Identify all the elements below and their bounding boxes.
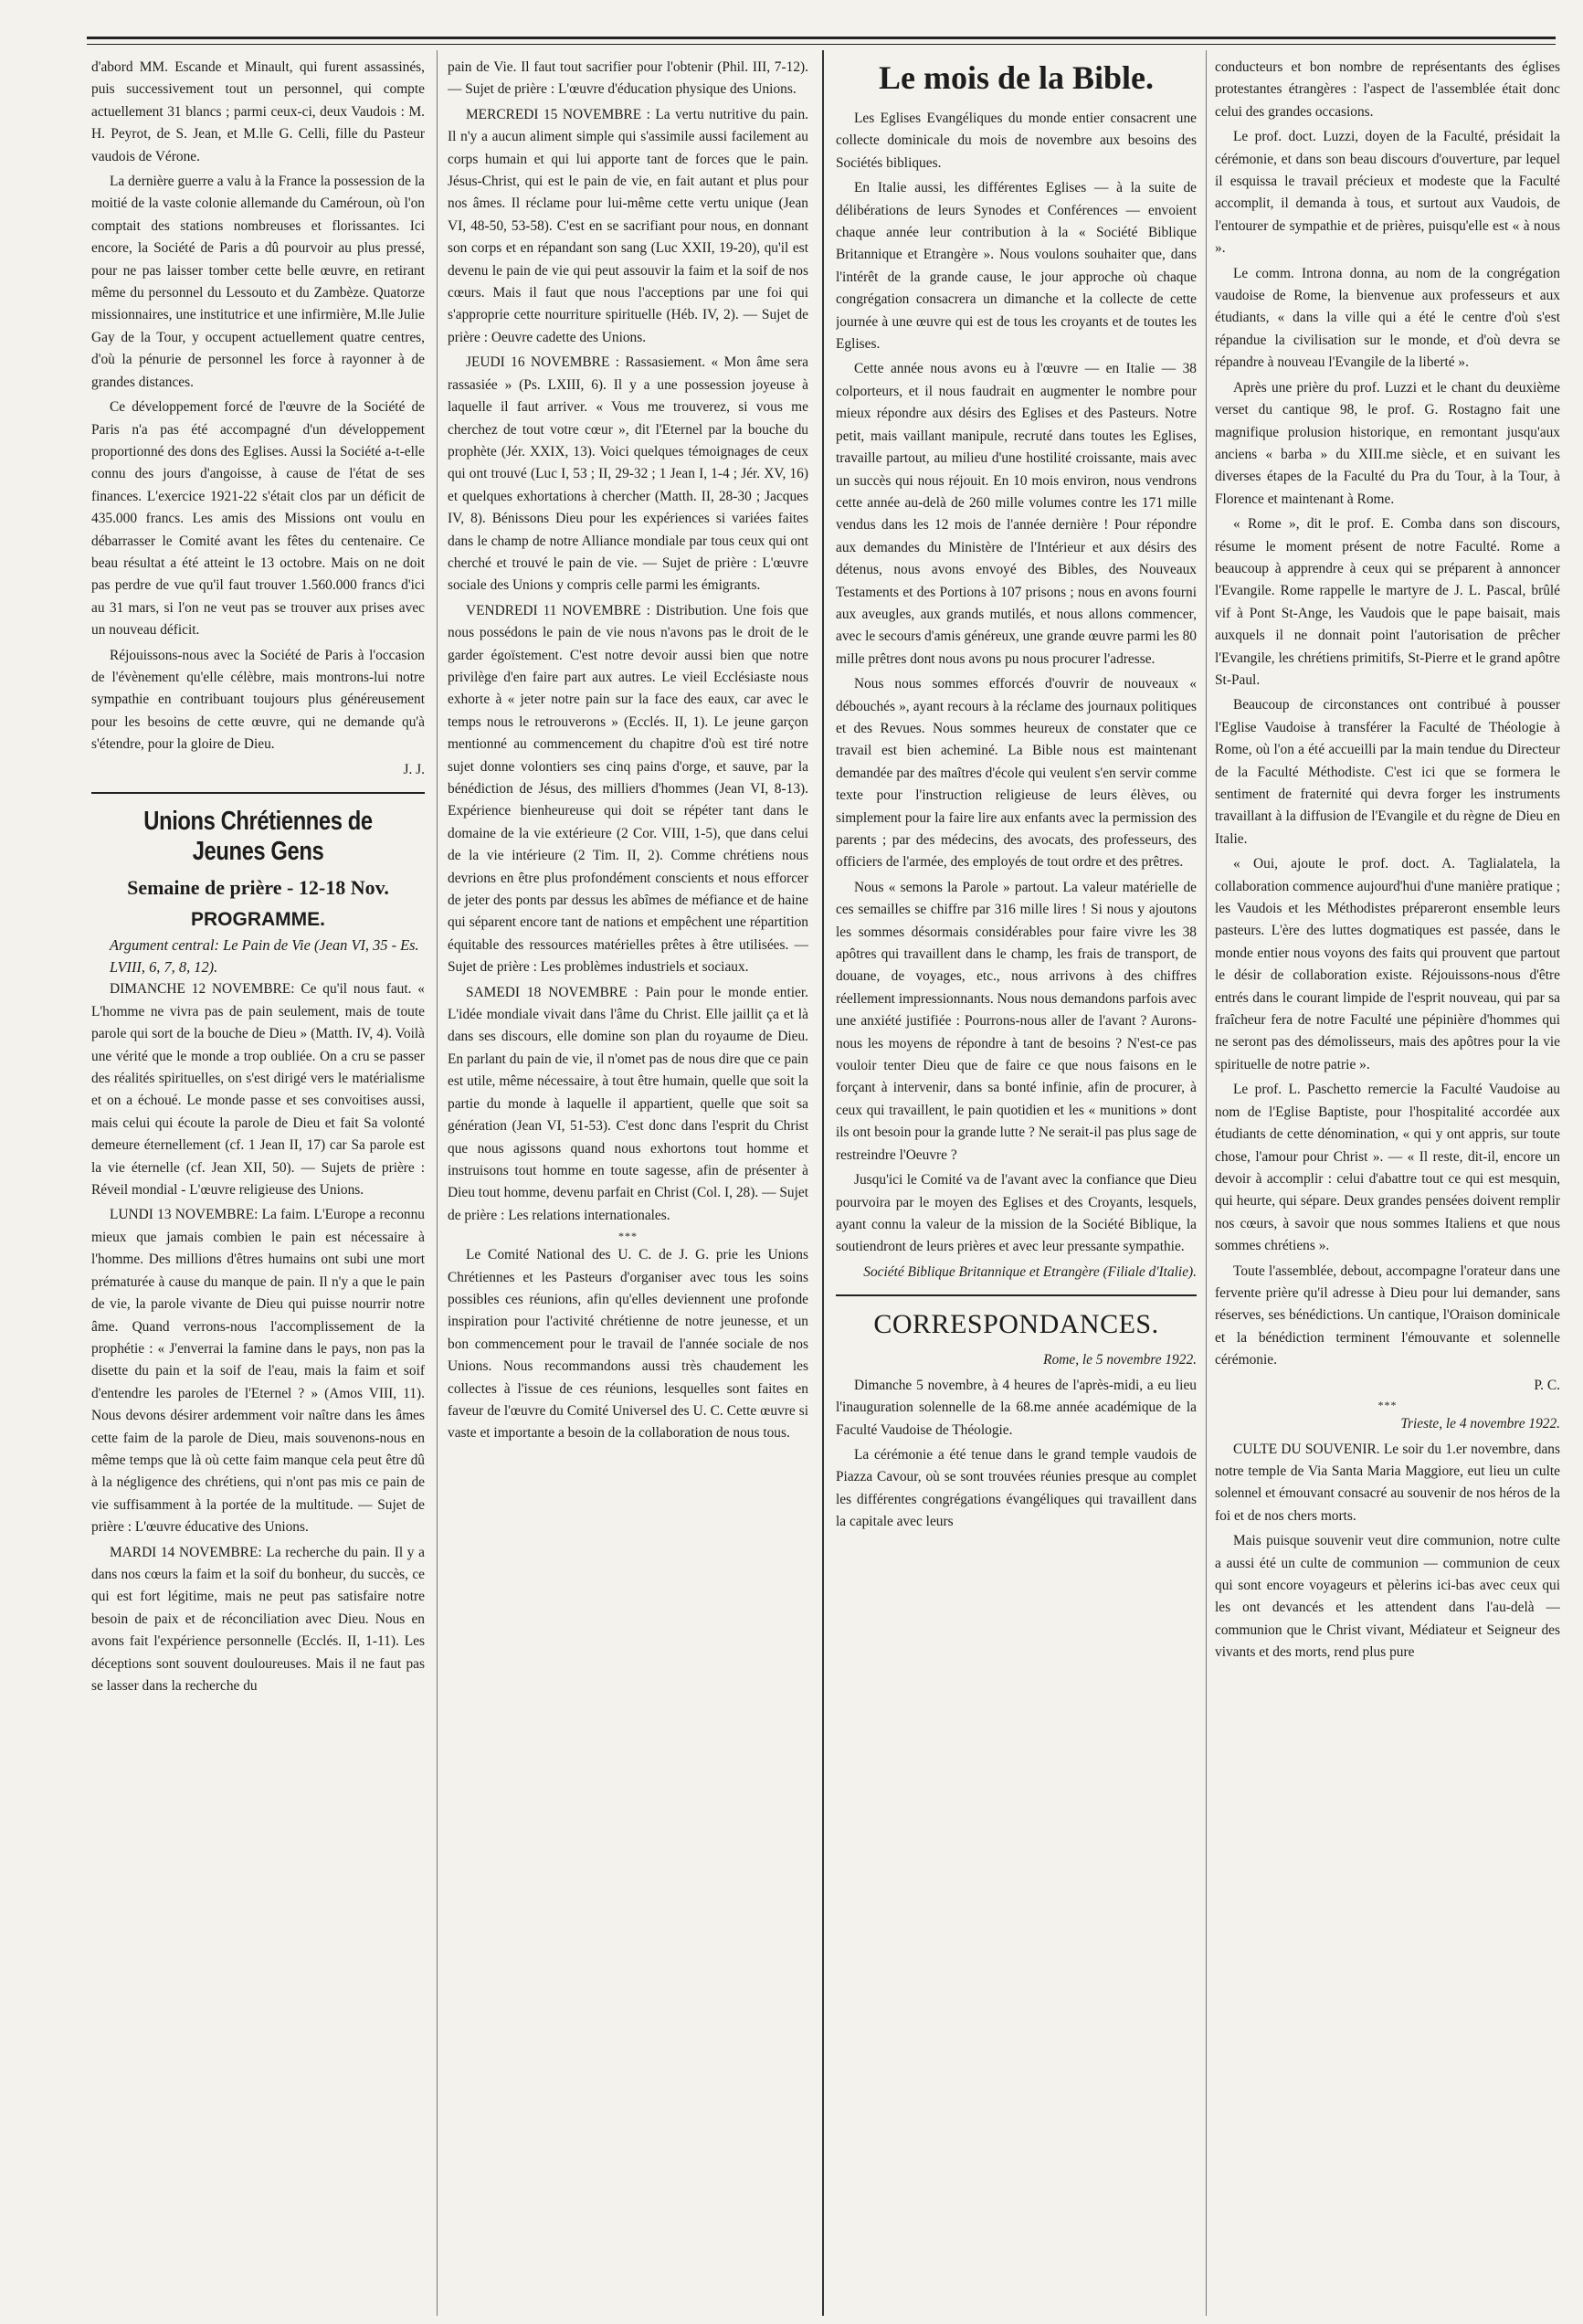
article-paragraph: Ce développement forcé de l'œuvre de la Société de Paris n'a pas été accompagné d'un développement proportionné des dons des Eglises. Aussi la Société a-t-elle connu des jours d'angoisse, à cause de l'état de ses finances. L'exercice 1921-22 s'était clos par un déficit de 435.000 francs. Les amis des Missions ont voulu en débarrasser le Comité avant les fêtes du centenaire. Ce beau résultat a été atteint le 13 octobre. Mais on ne doit pas perdre de vue qu'il faut trouver 1.560.000 francs d'ici au 31 mars, si l'on ne veut pas se trouver aux prises avec un nouveau déficit. — [91, 399, 425, 639]
article-paragraph: En Italie aussi, les différentes Eglises — à la suite de délibérations de leurs Synodes et Conférences — envoient chaque année leur contribution à la « Société Biblique Britannique et Etrangère ». Nous voulons souhaiter que, dans l'intérêt de la grande cause, le jour approche où chaque congrégation consacrera un dimanche et la collecte de cette journée à une œuvre qui est de tous les croyants et de toutes les Eglises. — [836, 180, 1197, 353]
article-paragraph: SAMEDI 18 NOVEMBRE : Pain pour le monde entier. L'idée mondiale vivait dans l'âme du Christ. Elle jaillit ça et là dans ses discours, elle domine son plan du royaume de Dieu. En parlant du pain de vie, il n'omet pas de nous dire que ce pain est utile, même nécessaire, à tout être humain, quelle que soit la partie du monde à laquelle il appartient, quelle que soit sa génération (Jean VI, 51-53). C'est donc dans l'esprit du Christ que nous agissons quand nous exhortons tout homme et instruisons tout homme en toute sagesse, afin de présenter à Dieu tout homme, devenu parfait en Christ (Col. I, 28). — Sujet de prière : Les relations internationales. — [448, 984, 808, 1223]
article-paragraph: MERCREDI 15 NOVEMBRE : La vertu nutritive du pain. Il n'y a aucun aliment simple qui s'assimile aussi facilement au corps humain et qui lui apporte tant de forces que le pain. Jésus-Christ, qui est le pain de vie, en fait autant et plus pour nos âmes. Il réclame pour lui-même cette vertu unique (Jean VI, 48-50, 53-58). C'est en se sacrifiant pour nous, en donnant son corps et en répandant son sang (Luc XXII, 19-20), qu'il est devenu le pain de vie qui peut assouvir la faim et la soif de nos cœurs. Mais il faut que nous l'acceptions par une foi qui s'approprie cette nourriture spirituelle (Héb. IV, 2). — Sujet de prière : Oeuvre cadette des Unions. — [448, 106, 808, 345]
article-paragraph: VENDREDI 11 NOVEMBRE : Distribution. Une fois que nous possédons le pain de vie nous n'avons pas le droit de le garder égoïstement. C'est notre devoir aussi bien que notre privilège d'en faire part aux autres. Le vieil Ecclésiaste nous exhorte à « jeter notre pain sur la face des eaux, car avec le temps nous le retrouverons » (Ecclés. II, 1). Le jeune garçon mentionné au commencement du chapitre d'où est tiré notre sujet donne volontiers ses cinq pains d'orge, et sauve, par la bénédiction de Jésus, des milliers d'hommes (Jean VI, 8-13). Expérience bienheureuse qui doit se répéter tant dans le domaine de la vie extérieure (2 Cor. VIII, 1-5), que dans celui de la vie intérieure (2 Tim. II, 2). Comme chrétiens nous devrions en être plus profondément conscients et nous efforcer de jeter des ponts par dessus les abîmes de méfiance et de haine qui séparent encore tant de nations et empêchent une répartition équitable des ressources matérielles prêtes à être utilisées. — Sujet de prière : Les problèmes industriels et sociaux. — [448, 602, 808, 976]
signature: P. C. — [1534, 1377, 1560, 1393]
column-divider — [437, 50, 438, 2316]
article-paragraph: Réjouissons-nous avec la Société de Paris à l'occasion de l'évènement qu'elle célèbre, mais montrons-lui notre sympathie en contribuant toujours plus généreusement pour les besoins de cette œuvre, qui ne demande qu'à s'étendre, pour la gloire de Dieu. — [91, 647, 425, 753]
article-paragraph: Jusqu'ici le Comité va de l'avant avec la confiance que Dieu pourvoira par le moyen des Eglises et des Croyants, lesquels, ayant connu la valeur de la mission de la Société Biblique, la soutiendront de leurs prières et avec leur pressante sympathie. — [836, 1172, 1197, 1255]
section-headline: Le mois de la Bible. — [878, 59, 1154, 96]
article-paragraph: Les Eglises Evangéliques du monde entier consacrent une collecte dominicale du mois de novembre aux besoins des Sociétés bibliques. — [836, 111, 1197, 171]
top-rule-thin — [87, 44, 1556, 45]
programme-title: PROGRAMME. — [191, 908, 325, 930]
article-paragraph: CULTE DU SOUVENIR. Le soir du 1.er novembre, dans notre temple de Via Santa Maria Maggiore, eut lieu un culte solennel et émouvant consacré au souvenir de nos héros de la foi et de nos chers morts. — [1215, 1441, 1560, 1524]
section-divider — [91, 792, 425, 794]
article-paragraph: Nous « semons la Parole » partout. La valeur matérielle de ces semailles se chiffre par 316 mille lires ! Si nous y ajoutons les sommes désormais considérables pour faire vivre les 38 apôtres qui travaillent dans le champ, les frais de transport, de douane, de voyages, etc., nous arrivons à des chiffres réellement impressionnants. Nous nous demandons parfois avec une anxiété justifiée : Pourrons-nous aller de l'avant ? Aurons-nous les moyens de répondre à tant de besoins ? N'est-ce pas vouloir tenter Dieu que de faire ce que nous faisons en le forçant à intervenir, dans sa bonté infinie, afin de procurer, à ceux qui travaillent, le pain quotidien et les « munitions » dont ils ont besoin pour la grande lutte ? Ne serait-il pas plus sage de restreindre l'Oeuvre ? — [836, 879, 1197, 1163]
section-divider — [836, 1294, 1197, 1296]
signature: Société Biblique Britannique et Etrangère (Filiale d'Italie). — [863, 1263, 1197, 1280]
article-paragraph: DIMANCHE 12 NOVEMBRE: Ce qu'il nous faut. « L'homme ne vivra pas de pain seulement, mais de toute parole qui sort de la bouche de Dieu » (Matth. IV, 4). Voilà une vérité que le monde a trop oubliée. On a cru se passer des réalités spirituelles, on s'est dirigé vers le matérialisme et on a échoué. Le monde passe et ses convoitises aussi, mais celui qui écoute la parole de Dieu et fait Sa volonté demeure éternellement (cf. 1 Jean II, 17) car Sa parole est la vie éternelle (cf. Jean XII, 50). — Sujets de prière : Réveil mondial - L'œuvre religieuse des Unions. — [91, 981, 425, 1199]
article-paragraph: Cette année nous avons eu à l'œuvre — en Italie — 38 colporteurs, et il nous faudrait en augmenter le nombre pour mieux répondre aux désirs des Eglises et des Pasteurs. Notre petit, mais vaillant manipule, recruté dans toutes les Eglises, travaille partout, au milieu d'une hostilité croissante, mais avec un succès qui nous réjouit. En 10 mois environ, nous vendrons cette année au-delà de 260 mille volumes contre les 171 mille vendus dans les 12 mois de l'année dernière ! Pour répondre aux demandes du Ministère de l'Intérieur et aux désirs des détenus, nous avons envoyé des Bibles, des Nouveaux Testaments et des Portions à 107 prisons ; nous en avons fourni aux aveugles, aux grands mutilés, et nous allons commencer, avec le secours d'amis généreux, une grande œuvre parmi les 80 mille prêtres dont nous avons pu nous procurer l'adresse. — [836, 361, 1197, 667]
article-paragraph: Le prof. L. Paschetto remercie la Faculté Vaudoise au nom de l'Eglise Baptiste, pour l'hospitalité accordée aux étudiants de cette dénomination, « qui y ont appris, sur toute chose, l'amour pour Christ ». — « Il reste, dit-il, encore un devoir à accomplir : celui d'abattre tout ce qui est mesquin, qui heurte, qui sépare. Deux grandes pensées doivent remplir nos cœurs, à savoir que nous sommes Italiens et que nous sommes chrétiens ». — [1215, 1082, 1560, 1254]
separator-stars: *** — [1377, 1398, 1398, 1411]
article-paragraph: La cérémonie a été tenue dans le grand temple vaudois de Piazza Cavour, où se sont trouvées réunies presque au complet les différentes congrégations évangéliques qui travaillent dans la capitale avec leurs — [836, 1446, 1197, 1530]
column-divider — [822, 50, 824, 2316]
column-divider — [1206, 50, 1207, 2316]
article-paragraph: conducteurs et bon nombre de représentants des églises protestantes étrangères : l'aspect de l'assemblée était donc celui des grandes occasions. — [1215, 59, 1560, 120]
article-paragraph: Le Comité National des U. C. de J. G. prie les Unions Chrétiennes et les Pasteurs d'organiser avec tous les soins possibles ces réunions, afin qu'elles deviennent une profonde inspiration pour l'activité chrétienne de notre jeunesse, et un bon commencement pour le travail de l'année sociale de nos Unions. Nous recommandons aussi très chaudement les collectes à l'issue de ces réunions, lesquelles sont faites en faveur de l'œuvre du Comité Universel des U. C. Cette œuvre si vaste et importante a besoin de la collaboration de nous tous. — [448, 1247, 808, 1442]
article-paragraph: La dernière guerre a valu à la France la possession de la moitié de la vaste colonie allemande du Caméroun, où l'on comptait des stations nombreuses et florissantes. Ici encore, la Société de Paris a dû pourvoir au plus pressé, pour ne pas laisser tomber cette belle œuvre, en retirant même du personnel du Lessouto et du Zambèze. Quatorze missionnaires, une institutrice et une infirmière, M.lle Julie Gay de la Tour, y occupent actuellement quatre centres, d'où la pénurie de personnel les force à rayonner à de grandes distances. — [91, 174, 425, 390]
top-rule — [87, 37, 1556, 39]
section-headline: Unions Chrétiennes de Jeunes Gens — [143, 806, 373, 866]
article-paragraph: pain de Vie. Il faut tout sacrifier pour l'obtenir (Phil. III, 7-12). — Sujet de prière : L'œuvre d'éducation physique des Unions. — [448, 59, 808, 98]
dateline: Trieste, le 4 novembre 1922. — [1400, 1415, 1560, 1431]
central-argument: Argument central: Le Pain de Vie (Jean VI, 35 - Es. LVIII, 6, 7, 8, 12). — [110, 935, 419, 976]
separator-stars: *** — [618, 1230, 638, 1243]
article-paragraph: « Rome », dit le prof. E. Comba dans son discours, résume le moment présent de notre Faculté. Rome a beaucoup à apprendre à ceux qui se préparent à annoncer l'Evangile. Rome rappelle le martyre de J. L. Pascal, brûlé vif à Pont St-Ange, les Vaudois que le pape baisait, mais auxquels il ne donnait point l'autorisation de prêcher l'Evangile, les chrétiens primitifs, St-Pierre et le grand apôtre St-Paul. — [1215, 516, 1560, 688]
column-1 — [91, 57, 425, 2313]
article-paragraph: d'abord MM. Escande et Minault, qui furent assassinés, puis successivement tout un personnel, qui compte actuellement 31 blancs ; parmi ceux-ci, deux Vaudois : M. H. Peyrot, de S. Jean, et M.lle G. Celli, fille du Pasteur vaudois de Vérone. — [91, 59, 425, 164]
article-paragraph: LUNDI 13 NOVEMBRE: La faim. L'Europe a reconnu mieux que jamais combien le pain est nécessaire à l'homme. Des millions d'êtres humains ont subi une mort prématurée à cause du manque de pain. Il n'y a que le pain de vie, la parole vivante de Dieu qui puisse nourrir notre âme. Quand verrons-nous l'accomplissement de la prophétie : « J'enverrai la famine dans le pays, non pas la disette du pain et la soif de l'eau, mais la faim et soif d'entendre les paroles de l'Eternel ? » (Amos VIII, 11). Nous devons désirer ardemment voir naître dans les âmes cette faim de la parole de Dieu, mais souvenons-nous en même temps que là où cette faim manque cela peut être dû à la négligence des chrétiens, qui n'ont pas mis ce pain de vie suffisamment à la portée de la multitude. — Sujet de prière : L'œuvre éducative des Unions. — [91, 1207, 425, 1536]
article-paragraph: Le comm. Introna donna, au nom de la congrégation vaudoise de Rome, la bienvenue aux professeurs et aux étudiants, « dans la ville qui a été le centre d'où s'est répandue la civilisation sur le monde, et d'où devra se répandre à nouveau l'Evangile de la liberté ». — [1215, 265, 1560, 371]
article-paragraph: Dimanche 5 novembre, à 4 heures de l'après-midi, a eu lieu l'inauguration solennelle de la 68.me année académique de la Faculté Vaudoise de Théologie. — [836, 1377, 1197, 1438]
column-3 — [836, 57, 1197, 2313]
article-paragraph: Toute l'assemblée, debout, accompagne l'orateur dans une fervente prière qu'il adresse à Dieu pour lui demander, sans réserves, ses bénédictions. Un cantique, l'Oraison dominicale et la bénédiction terminent l'émouvante et solennelle cérémonie. — [1215, 1262, 1560, 1368]
signature: J. J. — [403, 761, 425, 777]
article-paragraph: « Oui, ajoute le prof. doct. A. Taglialatela, la collaboration commence aujourd'hui d'une manière pratique ; les Vaudois et les Méthodistes prépareront ensemble leurs pasteurs. L'ère des luttes dogmatiques est passée, dans le monde entier nous voyons des faits qui prouvent que partout le désir de collaboration existe. Réjouissons-nous d'être entrés dans le courant limpide de l'esprit nouveau, qui par sa fraîcheur fera de notre Faculté une pépinière d'hommes qui ne seront pas des démolisseurs, mais des apôtres pour la vie spirituelle de notre patrie ». — [1215, 856, 1560, 1072]
article-paragraph: Le prof. doct. Luzzi, doyen de la Faculté, présidait la cérémonie, et dans son beau discours d'ouverture, par lequel il esquissa le travail précieux et modeste que la Faculté accomplit, il demanda à tous, et surtout aux Vaudois, de l'entourer de sympathie et de prières, puisqu'elle est « à nous ». — [1215, 129, 1560, 257]
section-headline: CORRESPONDANCES. — [873, 1308, 1159, 1339]
article-paragraph: Beaucoup de circonstances ont contribué à pousser l'Eglise Vaudoise à transférer la Faculté de Théologie à Rome, où l'on a été accueilli par la main tendue du Directeur de la Faculté Méthodiste. C'est ici que se formera le sentiment de fraternité qui devra forger les instruments travaillant à la diffusion de l'Evangile et du règne de Dieu en Italie. — [1215, 697, 1560, 847]
article-paragraph: Après une prière du prof. Luzzi et le chant du deuxième verset du cantique 98, le prof. G. Rostagno fait une magnifique prolusion historique, en remontant jusqu'aux anciens « barba » du XIII.me siècle, et en suivant les diverses étapes de la Faculté du Pra du Tour, à la Tour, à Florence et maintenant à Rome. — [1215, 379, 1560, 507]
article-paragraph: Mais puisque souvenir veut dire communion, notre culte a aussi été un culte de communion — communion de ceux qui sont encore voyageurs et pèlerins ici-bas avec ceux qui les ont devancés et les attendent dans l'au-delà — communion que le Christ vivant, Médiateur et Seigneur des vivants et des morts, rend plus pure — [1215, 1533, 1560, 1661]
dateline: Rome, le 5 novembre 1922. — [1043, 1351, 1197, 1368]
column-2 — [448, 57, 808, 2313]
column-4 — [1215, 57, 1560, 2313]
section-subheadline: Semaine de prière - 12-18 Nov. — [127, 875, 389, 899]
article-paragraph: MARDI 14 NOVEMBRE: La recherche du pain. Il y a dans nos cœurs la faim et la soif du bonheur, du succès, ce qui est fort légitime, mais ne peut pas satisfaire notre besoin de paix et de réconciliation avec Dieu. Nous en avons fait l'expérience personnelle (Ecclés. II, 1-11). Les déceptions sont souvent douloureuses. Mais il ne faut pas se lasser dans la recherche du — [91, 1544, 425, 1694]
article-paragraph: Nous nous sommes efforcés d'ouvrir de nouveaux « débouchés », ayant recours à la réclame des journaux politiques et des Revues. Nous sommes heureux de constater que ce travail est bien acheminé. La Bible nous est maintenant demandée par des maîtres d'école qui veulent s'en servir comme texte pour l'instruction religieuse de leurs élèves, ou simplement pour la faire lire aux enfants avec la permission des parents ; par des médecins, des avocats, des professeurs, des officiers de l'armée, des employés de tout ordre et des prêtres. — [836, 676, 1197, 871]
article-paragraph: JEUDI 16 NOVEMBRE : Rassasiement. « Mon âme sera rassasiée » (Ps. LXIII, 6). Il y a une possession joyeuse à laquelle il faut arriver. « Vous me trouverez, si vous me cherchez de tout votre cœur », dit l'Eternel par la bouche du prophète (Jér. XXIX, 13). Voici quelques témoignages de ceux qui ont trouvé (Luc I, 53 ; II, 29-32 ; 1 Jean I, 1-4 ; Jér. XV, 16) et quelques exhortations à chercher (Matth. II, 28-30 ; Jacques IV, 8). Bénissons Dieu pour les expériences si variées faites dans le champ de notre Alliance mondiale par tous ceux qui ont cherché et trouvé le pain de vie. — Sujet de prière : L'œuvre sociale des Unions y compris celle parmi les émigrants. — [448, 354, 808, 594]
